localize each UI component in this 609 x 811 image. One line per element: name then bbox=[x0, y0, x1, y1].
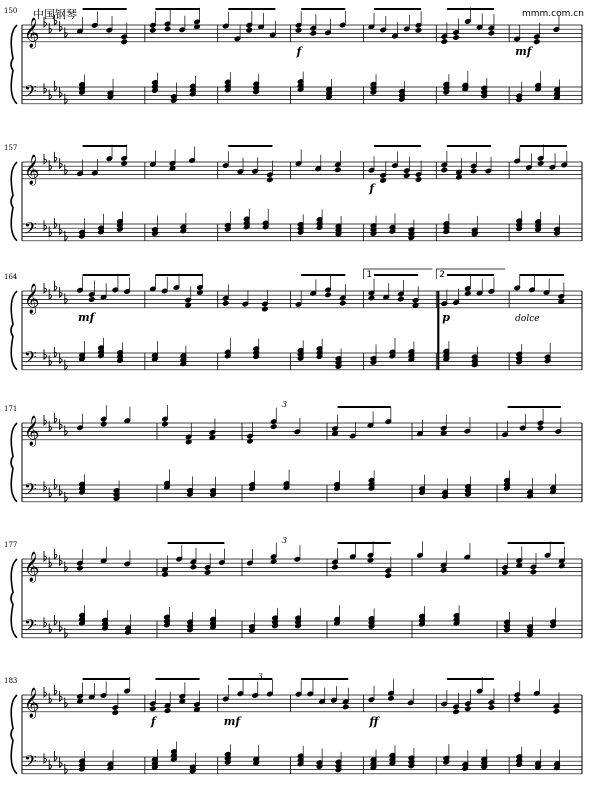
note-head bbox=[403, 173, 410, 179]
bass-clef: 𝄢 bbox=[24, 479, 37, 503]
measure-number: 150 bbox=[4, 7, 18, 15]
treble-clef: 𝄞 bbox=[24, 416, 40, 446]
note-head bbox=[270, 559, 277, 565]
flat-accidental bbox=[60, 691, 63, 701]
measure-number: 157 bbox=[4, 144, 18, 152]
note-head bbox=[558, 563, 565, 569]
note-head bbox=[222, 300, 229, 306]
treble-clef: 𝄞 bbox=[24, 155, 40, 185]
dynamic-mark: f bbox=[150, 715, 156, 728]
dynamic-mark: mf bbox=[78, 311, 95, 324]
note-head bbox=[270, 424, 277, 430]
brace bbox=[11, 423, 17, 502]
note-head bbox=[537, 425, 544, 431]
flat-accidental bbox=[54, 347, 57, 357]
dynamic-mark: mf bbox=[515, 45, 532, 58]
note-head bbox=[267, 177, 274, 183]
volta-number: 1 bbox=[366, 270, 373, 280]
bass-clef: 𝄢 bbox=[24, 218, 37, 242]
flat-accidental bbox=[54, 751, 57, 761]
treble-clef: 𝄞 bbox=[24, 18, 40, 48]
note-head bbox=[247, 438, 254, 444]
flat-accidental bbox=[60, 419, 63, 429]
note-head bbox=[246, 27, 253, 33]
note-head bbox=[310, 30, 317, 36]
measure-number: 177 bbox=[4, 541, 18, 549]
note-head bbox=[553, 708, 560, 714]
note-head bbox=[453, 709, 460, 715]
dynamic-mark: f bbox=[296, 45, 302, 58]
brace bbox=[11, 25, 17, 104]
flat-accidental bbox=[60, 224, 63, 234]
bass-clef: 𝄢 bbox=[24, 615, 37, 639]
treble-clef: 𝄞 bbox=[24, 284, 40, 314]
note-head bbox=[339, 300, 346, 306]
flat-accidental bbox=[60, 555, 63, 565]
note-head bbox=[368, 295, 375, 301]
bass-clef: 𝄢 bbox=[24, 751, 37, 775]
measure-number: 171 bbox=[4, 405, 18, 413]
note-head bbox=[488, 30, 495, 36]
note-head bbox=[440, 567, 447, 573]
flat-accidental bbox=[44, 617, 47, 627]
note-head bbox=[502, 570, 509, 576]
system-164 bbox=[4, 269, 582, 371]
note-head bbox=[185, 302, 192, 308]
note-head bbox=[295, 27, 302, 33]
note-head bbox=[514, 697, 521, 703]
brace bbox=[11, 162, 17, 241]
flat-accidental bbox=[60, 21, 63, 31]
note-head bbox=[332, 564, 339, 570]
note-head bbox=[121, 161, 128, 167]
note-head bbox=[470, 168, 477, 174]
note-head bbox=[190, 564, 197, 570]
dolce-marking: dolce bbox=[515, 314, 540, 324]
note-head bbox=[334, 167, 341, 173]
watermark-right: mmm.com.cn bbox=[522, 9, 584, 19]
brace bbox=[11, 291, 17, 370]
note-head bbox=[342, 704, 349, 710]
flat-accidental bbox=[54, 685, 57, 695]
note-head bbox=[88, 297, 95, 303]
system-177 bbox=[4, 536, 582, 639]
note-head bbox=[388, 695, 395, 701]
note-head bbox=[537, 161, 544, 167]
note-head bbox=[197, 290, 204, 296]
note-head bbox=[488, 705, 495, 711]
volta-number: 2 bbox=[439, 270, 446, 280]
note-head bbox=[204, 570, 211, 576]
tuplet-number: 3 bbox=[257, 672, 263, 681]
dynamic-mark: ff bbox=[369, 715, 379, 728]
flat-accidental bbox=[44, 551, 47, 561]
flat-accidental bbox=[60, 87, 63, 97]
flat-accidental bbox=[54, 549, 57, 559]
note-head bbox=[77, 565, 84, 571]
note-head bbox=[100, 421, 107, 427]
flat-accidental bbox=[54, 615, 57, 625]
flat-accidental bbox=[54, 81, 57, 91]
flat-accidental bbox=[44, 83, 47, 93]
flat-accidental bbox=[44, 283, 47, 293]
flat-accidental bbox=[44, 481, 47, 491]
measure-number: 164 bbox=[4, 273, 18, 281]
note-head bbox=[150, 27, 157, 33]
measure-number: 183 bbox=[4, 677, 18, 685]
treble-clef: 𝄞 bbox=[24, 688, 40, 718]
note-head bbox=[398, 296, 405, 302]
flat-accidental bbox=[54, 152, 57, 162]
system-150 bbox=[4, 7, 582, 105]
note-head bbox=[453, 35, 460, 41]
bass-clef: 𝄢 bbox=[24, 81, 37, 105]
note-head bbox=[121, 39, 128, 45]
flat-accidental bbox=[60, 621, 63, 631]
dynamic-mark: f bbox=[369, 182, 375, 195]
note-head bbox=[162, 572, 169, 578]
note-head bbox=[367, 557, 374, 563]
flat-accidental bbox=[44, 687, 47, 697]
tuplet-number: 3 bbox=[282, 400, 288, 409]
note-head bbox=[164, 708, 171, 714]
note-head bbox=[385, 573, 392, 579]
bass-clef: 𝄢 bbox=[24, 347, 37, 371]
note-head bbox=[325, 292, 332, 298]
note-head bbox=[441, 167, 448, 173]
note-head bbox=[441, 39, 448, 45]
note-head bbox=[262, 306, 269, 312]
flat-accidental bbox=[60, 287, 63, 297]
flat-accidental bbox=[44, 753, 47, 763]
note-head bbox=[415, 27, 422, 33]
flat-accidental bbox=[54, 218, 57, 228]
flat-accidental bbox=[54, 281, 57, 291]
watermark-left: 中国钢琴 bbox=[33, 8, 77, 21]
score-systems bbox=[4, 7, 582, 775]
flat-accidental bbox=[44, 415, 47, 425]
brace bbox=[11, 695, 17, 774]
flat-accidental bbox=[60, 485, 63, 495]
note-head bbox=[150, 706, 157, 712]
system-157 bbox=[4, 144, 582, 242]
flat-accidental bbox=[44, 349, 47, 359]
flat-accidental bbox=[44, 154, 47, 164]
treble-clef: 𝄞 bbox=[24, 552, 40, 582]
dynamic-mark: p bbox=[442, 311, 450, 324]
tuplet-number: 3 bbox=[282, 536, 288, 545]
flat-accidental bbox=[44, 220, 47, 230]
system-183 bbox=[4, 672, 582, 775]
flat-accidental bbox=[54, 413, 57, 423]
note-head bbox=[162, 421, 169, 427]
note-head bbox=[164, 26, 171, 32]
flat-accidental bbox=[60, 353, 63, 363]
system-171 bbox=[4, 400, 582, 503]
flat-accidental bbox=[54, 479, 57, 489]
flat-accidental bbox=[60, 158, 63, 168]
note-head bbox=[465, 706, 472, 712]
note-head bbox=[530, 569, 537, 575]
note-head bbox=[380, 178, 387, 184]
brace bbox=[11, 559, 17, 638]
flat-accidental bbox=[60, 757, 63, 767]
note-head bbox=[533, 39, 540, 45]
dynamic-mark: mf bbox=[223, 715, 241, 728]
note-head bbox=[112, 710, 119, 716]
note-head bbox=[415, 177, 422, 183]
